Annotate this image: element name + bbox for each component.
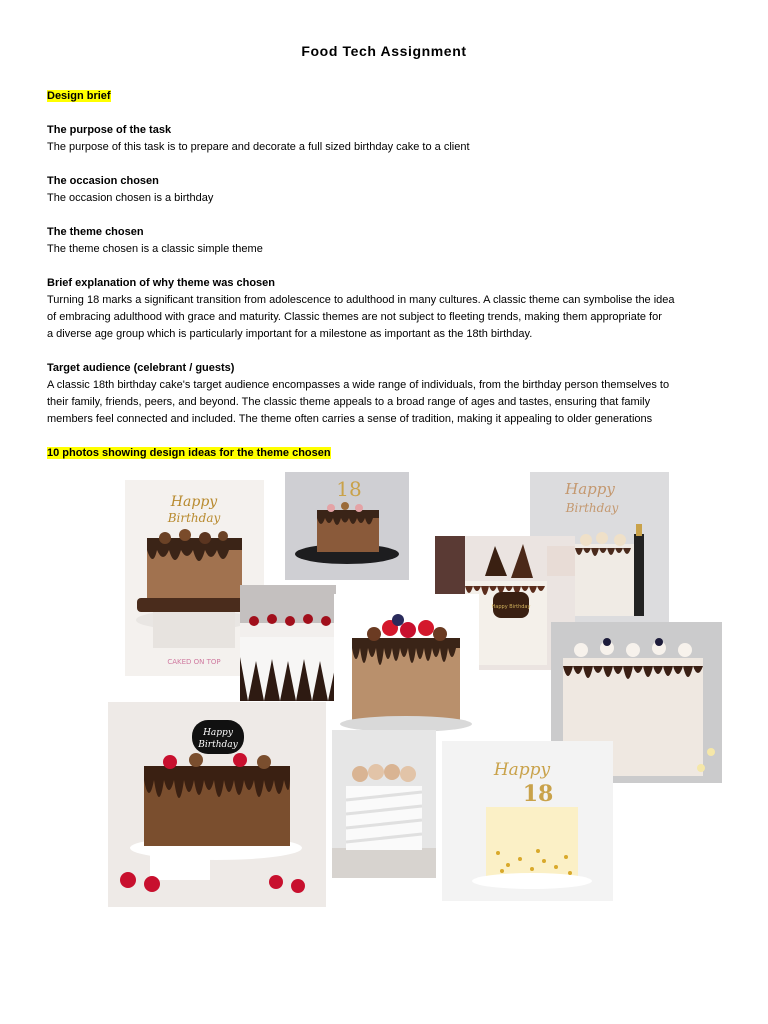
photo-topper-text: Birthday: [565, 501, 619, 515]
photo-topper-text: 18: [522, 781, 554, 807]
photo-topper-text: Birthday: [198, 740, 238, 750]
gold-sprinkle-18-cake-photo: [442, 741, 613, 901]
photo-topper-text: Happy: [565, 480, 615, 498]
photo-topper-text: Happy: [203, 728, 233, 738]
strawberry-chocolate-cake-photo: [334, 594, 479, 739]
purpose-text: The purpose of this task is to prepare and decorate a full sized birthday cake to a client: [47, 141, 470, 153]
explanation-line: a diverse age group which is particularly important for a milestone as important as the 18th birthday.: [47, 328, 533, 340]
document-body: [47, 88, 727, 462]
photo-plaque-text: Happy Birthday: [491, 604, 531, 610]
photos-heading: 10 photos showing design ideas for the theme chosen: [47, 447, 331, 459]
purpose-heading: The purpose of the task: [47, 124, 172, 136]
theme-text: The theme chosen is a classic simple theme: [47, 243, 263, 255]
explanation-line: of embracing adulthood with grace and maturity. Classic themes are not subject to fleeting trends, making them appropriate for: [47, 311, 662, 323]
photo-topper-text: Birthday: [167, 511, 221, 525]
document-title: Food Tech Assignment: [301, 43, 467, 59]
photo-topper-text: Happy: [170, 494, 218, 510]
occasion-heading: The occasion chosen: [47, 175, 159, 187]
eighteen-topper-cake-photo: [285, 472, 409, 580]
black-forest-cake-photo: [240, 585, 336, 701]
audience-line: A classic 18th birthday cake's target audience encompasses a wide range of individuals, from the birthday person themselves to: [47, 379, 670, 391]
explanation-heading: Brief explanation of why theme was chosen: [47, 277, 275, 289]
photo-topper-text: Happy: [493, 760, 551, 780]
occasion-text: The occasion chosen is a birthday: [47, 192, 214, 204]
happy-birthday-chocolate-cake-photo: [108, 702, 326, 907]
design-brief-heading: Design brief: [47, 90, 111, 102]
white-textured-cake-photo: [332, 730, 436, 878]
photo-topper-text: 18: [336, 477, 362, 501]
photo-watermark-text: CAKED ON TOP: [167, 658, 221, 666]
explanation-line: Turning 18 marks a significant transition from adolescence to adulthood in many cultures. A classic theme can symbolise the idea: [47, 294, 675, 306]
audience-line: members feel connected and included. The theme often carries a sense of tradition, making it appealing to older generations: [47, 413, 653, 425]
audience-heading: Target audience (celebrant / guests): [47, 362, 235, 374]
audience-line: their family, friends, peers, and beyond. The classic theme appeals to a broad range of ages and tastes, ensuring that family: [47, 396, 651, 408]
theme-heading: The theme chosen: [47, 226, 144, 238]
